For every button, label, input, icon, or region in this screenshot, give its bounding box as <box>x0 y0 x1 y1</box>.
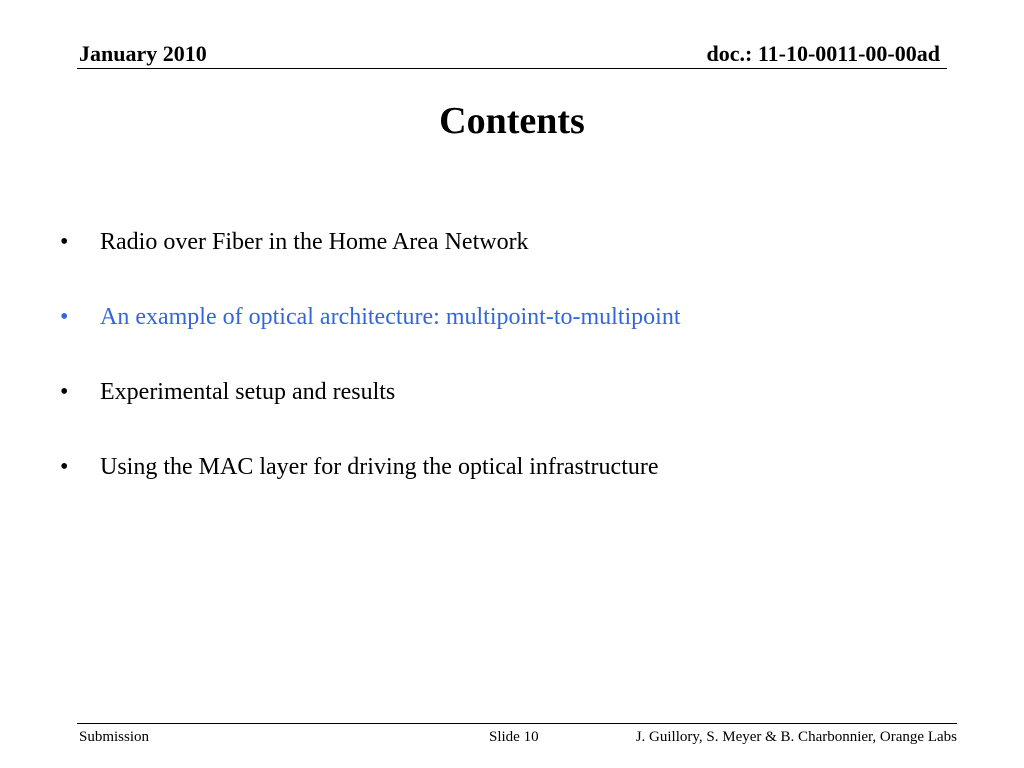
header-divider <box>77 68 947 69</box>
bullet-text: Using the MAC layer for driving the optical infrastructure <box>100 454 659 480</box>
footer-slide-number: Slide 10 <box>489 729 539 745</box>
bullet-marker: • <box>60 304 69 330</box>
bullet-text: Radio over Fiber in the Home Area Network <box>100 229 529 255</box>
bullet-marker: • <box>60 454 69 480</box>
footer-divider <box>77 723 957 724</box>
bullet-text: Experimental setup and results <box>100 379 396 405</box>
bullet-text: An example of optical architecture: multipoint-to-multipoint <box>100 304 681 330</box>
footer-submission: Submission <box>79 729 150 745</box>
header-doc-id: doc.: 11-10-0011-00-00ad <box>706 41 940 66</box>
header-date: January 2010 <box>79 41 207 66</box>
bullet-marker: • <box>60 379 69 405</box>
slide-title: Contents <box>439 100 585 142</box>
footer-authors: J. Guillory, S. Meyer & B. Charbonnier, Orange Labs <box>635 729 957 745</box>
bullet-marker: • <box>60 229 69 255</box>
